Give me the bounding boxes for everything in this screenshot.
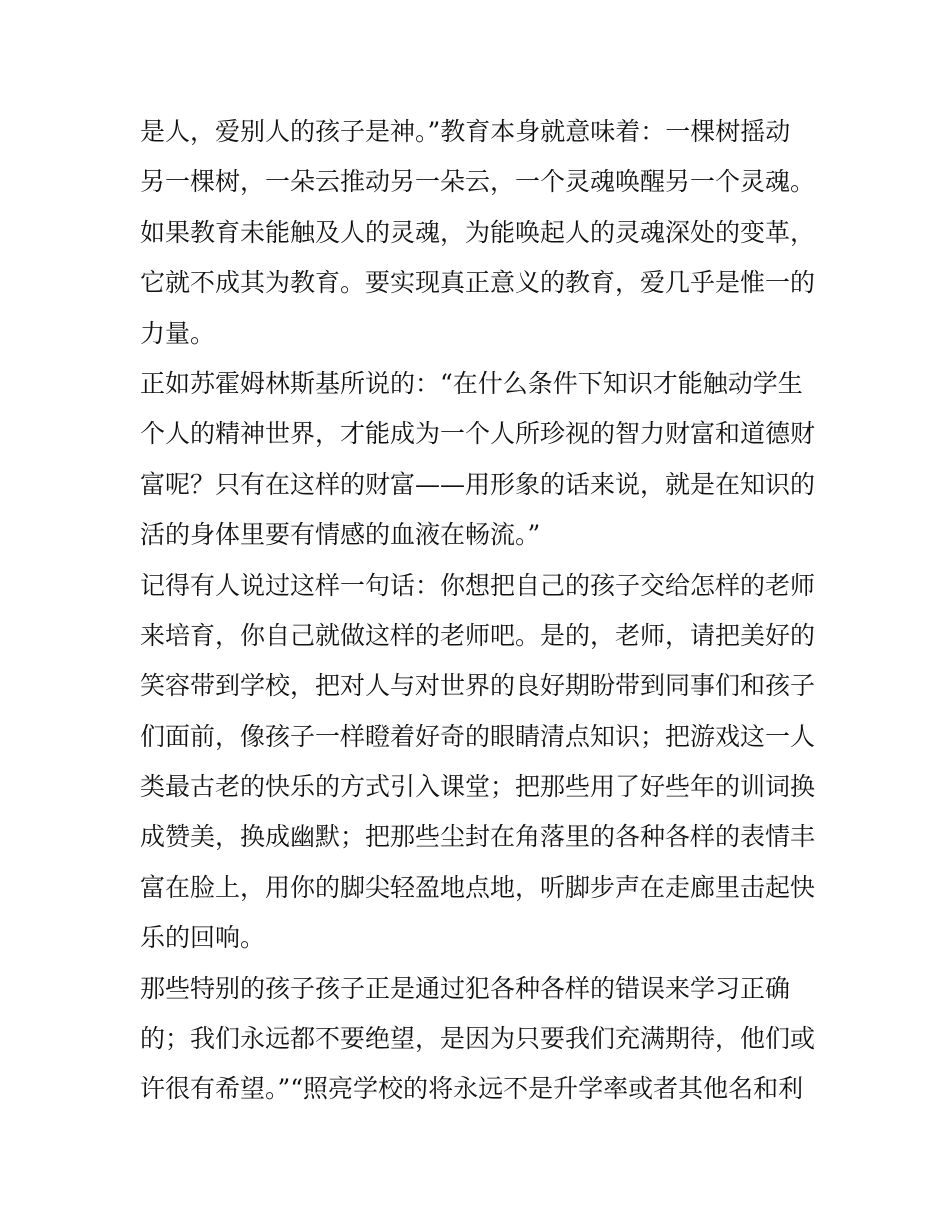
body-text xyxy=(140,107,820,1115)
text-line: 力量。 xyxy=(140,318,216,348)
text-line: 许很有希望。”“照亮学校的将永远不是升学率或者其他名和利 xyxy=(140,1074,804,1104)
text-line: 正如苏霍姆林斯基所说的：“在什么条件下知识才能触动学生 xyxy=(140,368,803,398)
text-line: 记得有人说过这样一句话：你想把自己的孩子交给怎样的老师 xyxy=(140,570,816,600)
text-line: 成赞美，换成幽默；把那些尘封在角落里的各种各样的表情丰 xyxy=(140,822,816,852)
text-line: 另一棵树，一朵云推动另一朵云，一个灵魂唤醒另一个灵魂。 xyxy=(140,167,816,197)
text-line: 它就不成其为教育。要实现真正意义的教育，爱几乎是惟一的 xyxy=(140,268,816,298)
text-line: 个人的精神世界，才能成为一个人所珍视的智力财富和道德财 xyxy=(140,419,816,449)
text-line: 们面前，像孩子一样瞪着好奇的眼睛清点知识；把游戏这一人 xyxy=(140,721,816,751)
text-line: 的；我们永远都不要绝望，是因为只要我们充满期待，他们或 xyxy=(140,1024,816,1054)
text-line: 是人，爱别人的孩子是神。”教育本身就意味着：一棵树摇动 xyxy=(140,117,791,146)
text-line: 类最古老的快乐的方式引入课堂；把那些用了好些年的训词换 xyxy=(140,772,816,802)
text-line: 富呢？只有在这样的财富——用形象的话来说，就是在知识的 xyxy=(140,469,816,499)
text-line: 富在脸上，用你的脚尖轻盈地点地，听脚步声在走廊里击起快 xyxy=(140,872,816,902)
text-line: 乐的回响。 xyxy=(140,923,266,953)
text-line: 来培育，你自己就做这样的老师吧。是的，老师，请把美好的 xyxy=(140,620,816,650)
text-line: 如果教育未能触及人的灵魂，为能唤起人的灵魂深处的变革， xyxy=(140,217,816,247)
text-line: 那些特别的孩子孩子正是通过犯各种各样的错误来学习正确 xyxy=(140,973,791,1003)
text-line: 笑容带到学校，把对人与对世界的良好期盼带到同事们和孩子 xyxy=(140,671,816,701)
text-line: 活的身体里要有情感的血液在畅流。” xyxy=(140,520,541,550)
